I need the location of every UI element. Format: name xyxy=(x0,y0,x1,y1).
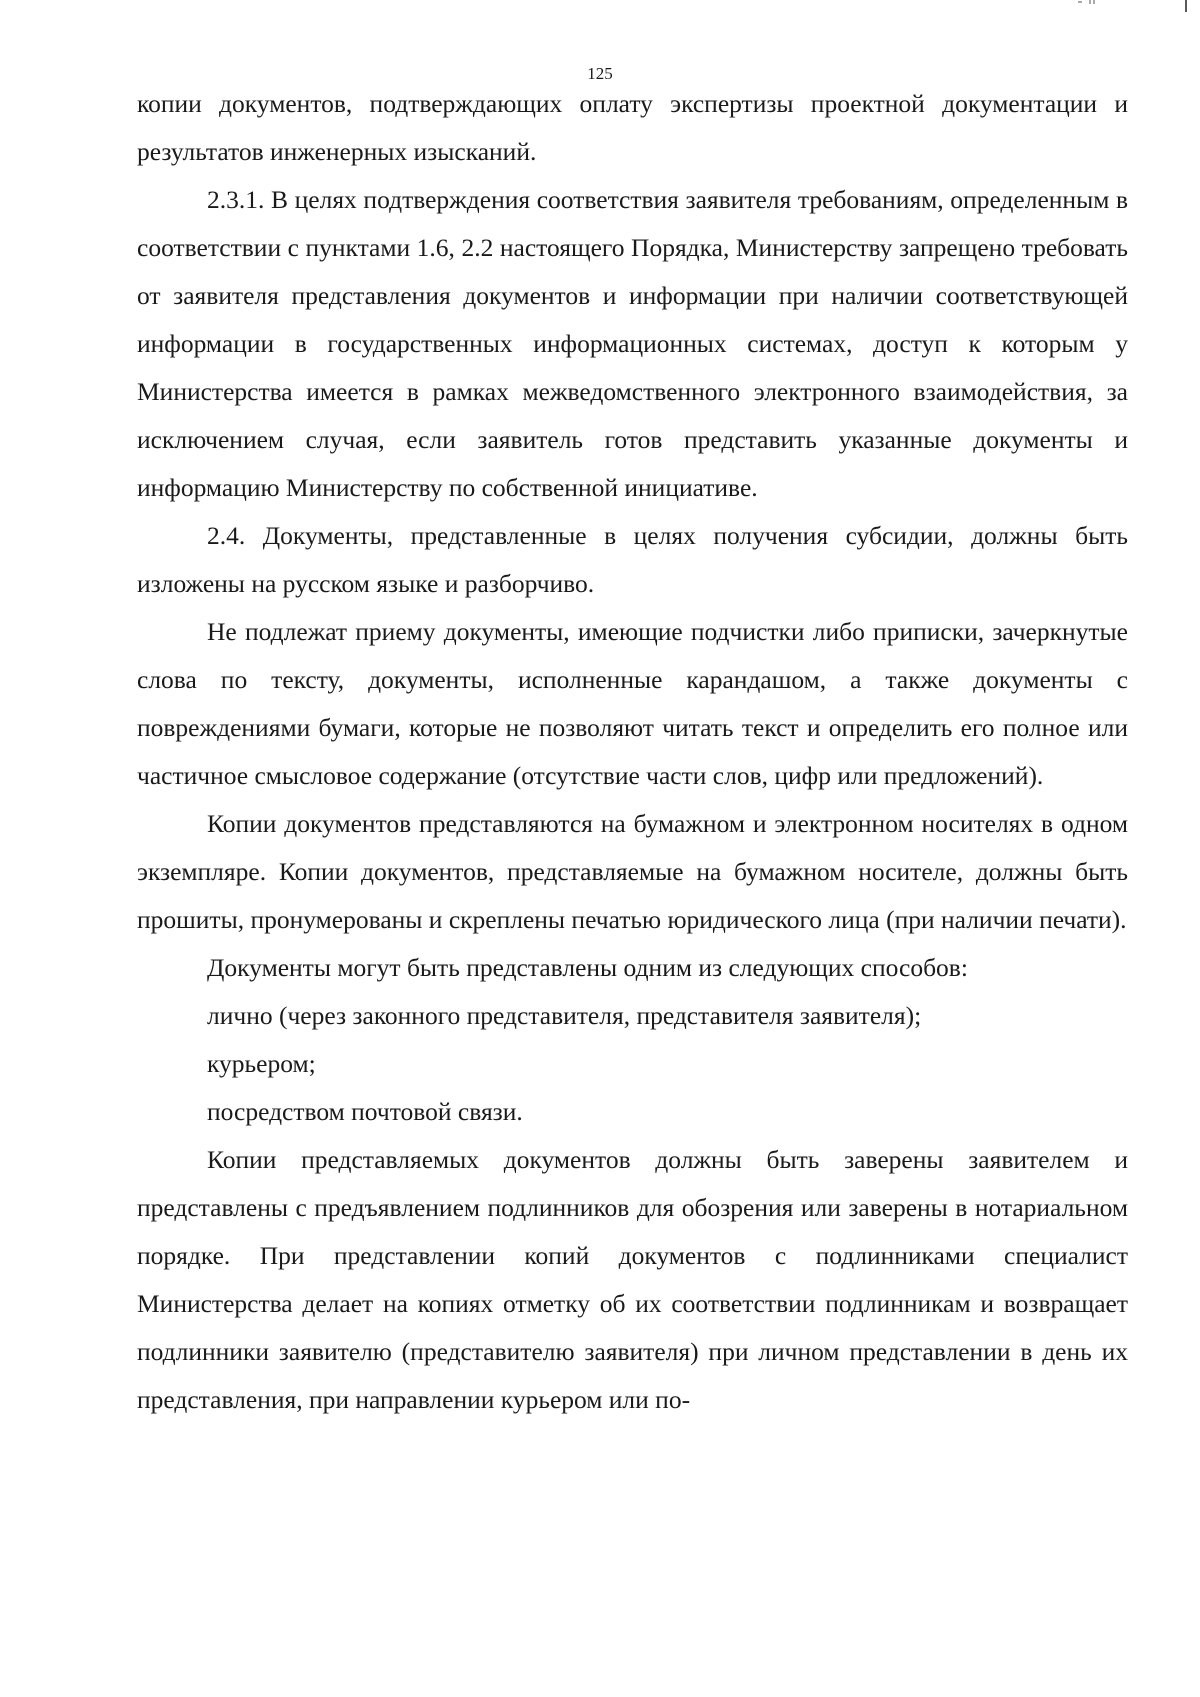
list-item-courier: курьером; xyxy=(207,1049,316,1078)
paragraph-certification: Копии представляемых документов должны быть заверены заявителем и представлены с предъявлением подлинников для обозрения или заверены в нотариальном порядке. При представлении копий документов с подлинниками специалист Министерства делает на копиях отметку об их соответствии подлинникам и возвращает подлинники заявителю (представителю заявителя) при личном представлении в день их представления, при направлении курьером или по- xyxy=(137,1145,1128,1414)
page-number: 125 xyxy=(587,64,613,83)
list-item-post: посредством почтовой связи. xyxy=(207,1097,523,1126)
document-body xyxy=(137,80,1128,1424)
scan-edge-mark xyxy=(1060,0,1190,14)
paragraph-copies-format: Копии документов представляются на бумажном и электронном носителях в одном экземпляре. Копии документов, представляемые на бумажном носителе, должны быть прошиты, пронумерованы и скреплены печатью юридического лица (при наличии печати). xyxy=(137,809,1128,934)
list-item-in-person: лично (через законного представителя, представителя заявителя); xyxy=(207,1001,922,1030)
paragraph-2-4: 2.4. Документы, представленные в целях получения субсидии, должны быть изложены на русском языке и разборчиво. xyxy=(137,521,1128,598)
paragraph-rejection-rules: Не подлежат приему документы, имеющие подчистки либо приписки, зачеркнутые слова по тексту, документы, исполненные карандашом, а также документы с повреждениями бумаги, которые не позволяют читать текст и определить его полное или частичное смысловое содержание (отсутствие части слов, цифр или предложений). xyxy=(137,617,1128,790)
paragraph-2-3-1: 2.3.1. В целях подтверждения соответствия заявителя требованиям, определенным в соответствии с пунктами 1.6, 2.2 настоящего Порядка, Министерству запрещено требовать от заявителя представления документов и информации при наличии соответствующей информации в государственных информационных системах, доступ к которым у Министерства имеется в рамках межведомственного электронного взаимодействия, за исключением случая, если заявитель готов представить указанные документы и информацию Министерству по собственной инициативе. xyxy=(137,185,1128,502)
paragraph-continuation: копии документов, подтверждающих оплату экспертизы проектной документации и результатов инженерных изысканий. xyxy=(137,89,1128,166)
paragraph-submission-methods: Документы могут быть представлены одним из следующих способов: xyxy=(207,953,968,982)
